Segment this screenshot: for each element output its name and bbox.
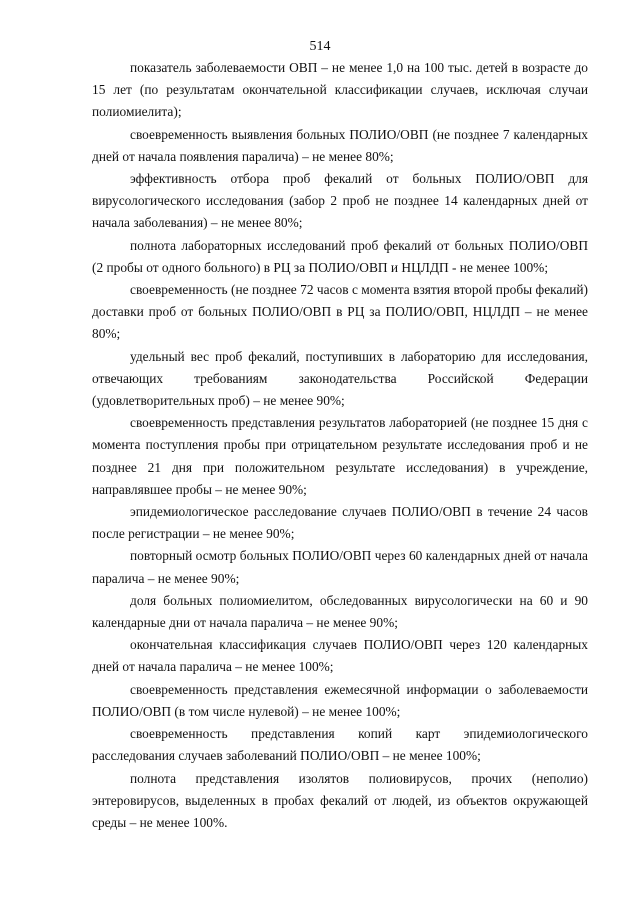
paragraph: удельный вес проб фекалий, поступивших в лабораторию для исследования, отвечающих требованиям законодательства Российской Федерации (удовлетворительных проб) – не менее 90%;: [92, 348, 588, 409]
paragraph: полнота представления изолятов полиовирусов, прочих (неполио) энтеровирусов, выделенных в пробах фекалий от людей, из объектов окружающей среды – не менее 100%.: [92, 770, 588, 830]
paragraph: своевременность (не позднее 72 часов с момента взятия второй пробы фекалий) доставки проб от больных ПОЛИО/ОВП в РЦ за ПОЛИО/ОВП, НЦЛДП – не менее 80%;: [92, 282, 588, 342]
paragraph: полнота лабораторных исследований проб фекалий от больных ПОЛИО/ОВП (2 пробы от одного больного) в РЦ за ПОЛИО/ОВП и НЦЛДП - не менее 100%;: [92, 237, 588, 275]
document-body: [92, 57, 588, 834]
paragraph: своевременность представления копий карт эпидемиологического расследования случаев заболеваний ПОЛИО/ОВП – не менее 100%;: [92, 726, 588, 764]
paragraph: окончательная классификация случаев ПОЛИО/ОВП через 120 календарных дней от начала паралича – не менее 100%;: [92, 637, 588, 675]
paragraph: повторный осмотр больных ПОЛИО/ОВП через 60 календарных дней от начала паралича – не менее 90%;: [92, 548, 588, 586]
paragraph: эффективность отбора проб фекалий от больных ПОЛИО/ОВП для вирусологического исследования (забор 2 проб не позднее 14 календарных дней от начала заболевания) – не менее 80%;: [92, 171, 588, 231]
paragraph: своевременность выявления больных ПОЛИО/ОВП (не позднее 7 календарных дней от начала появления паралича) – не менее 80%;: [92, 126, 588, 164]
paragraph: показатель заболеваемости ОВП – не менее 1,0 на 100 тыс. детей в возрасте до 15 лет (по результатам окончательной классификации случаев, исключая случаи полиомиелита);: [92, 60, 588, 120]
paragraph: эпидемиологическое расследование случаев ПОЛИО/ОВП в течение 24 часов после регистрации – не менее 90%;: [92, 504, 588, 542]
page-number: 514: [309, 39, 331, 54]
paragraph: доля больных полиомиелитом, обследованных вирусологически на 60 и 90 календарные дни от начала паралича – не менее 90%;: [92, 592, 588, 631]
paragraph: своевременность представления результатов лабораторией (не позднее 15 дня с момента поступления пробы при отрицательном результате исследования проб и не позднее 21 дня при положительном результате исследования) в учреждение, направлявшее пробы – не менее 90%;: [92, 415, 588, 497]
paragraph: своевременность представления ежемесячной информации о заболеваемости ПОЛИО/ОВП (в том числе нулевой) – не менее 100%;: [92, 681, 588, 719]
